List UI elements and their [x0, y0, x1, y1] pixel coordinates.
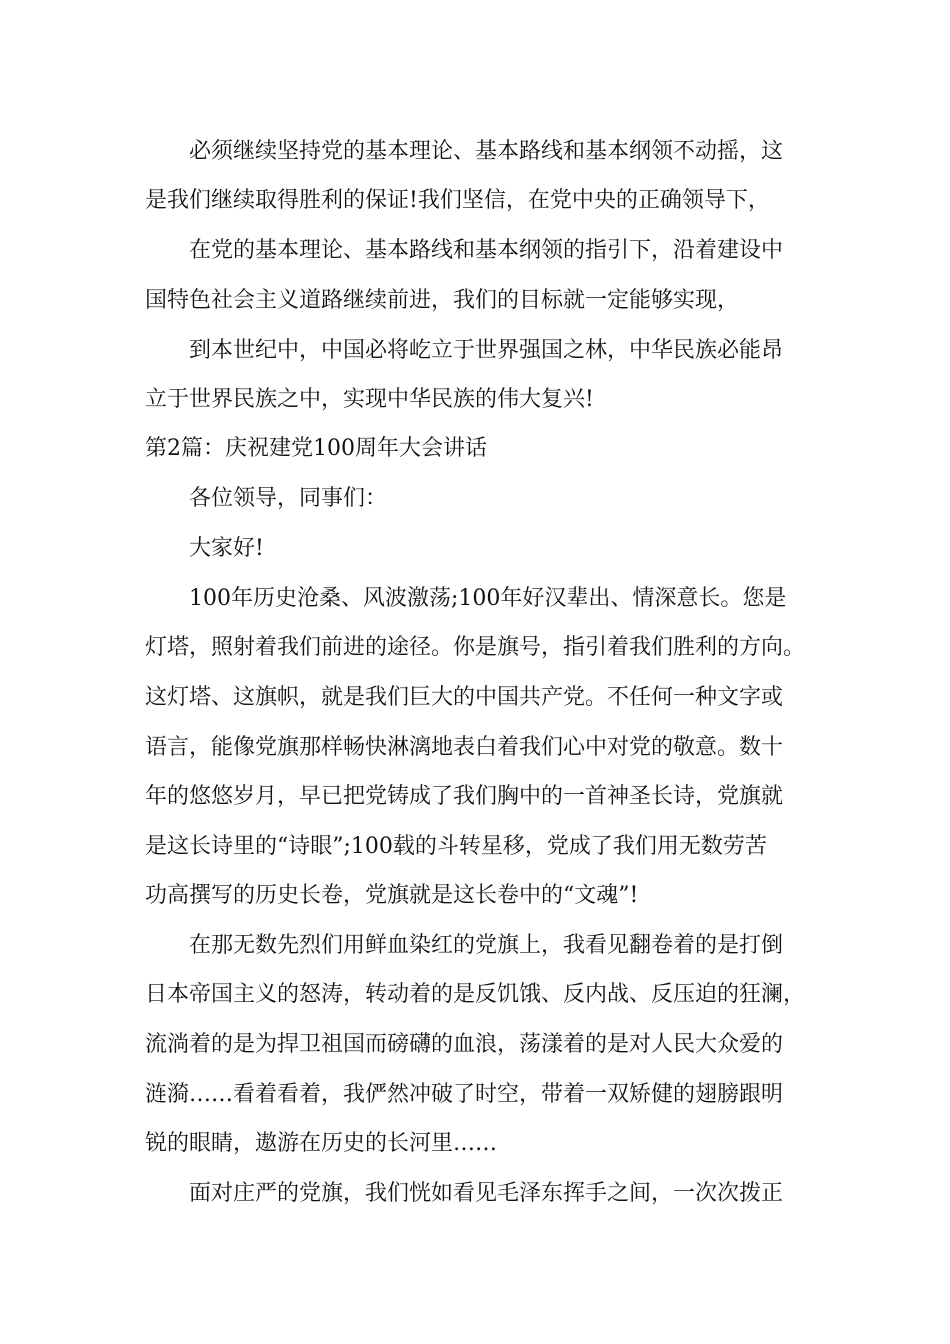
text-line: 100年历史沧桑、风波激荡;100年好汉辈出、情深意长。您是 [189, 586, 787, 611]
text-line: 日本帝国主义的怒涛，转动着的是反饥饿、反内战、反压迫的狂澜， [145, 982, 806, 1007]
text-line: 年的悠悠岁月，早已把党铸成了我们胸中的一首神圣长诗，党旗就 [145, 784, 784, 809]
text-line: 功高撰写的历史长卷，党旗就是这长卷中的“文魂”! [145, 883, 639, 908]
text-line: 面对庄严的党旗，我们恍如看见毛泽东挥手之间，一次次拨正 [189, 1181, 784, 1206]
section-heading: 第2篇：庆祝建党100周年大会讲话 [145, 436, 487, 461]
text-line: 涟漪……看着看着，我俨然冲破了时空，带着一双矫健的翅膀跟明 [145, 1082, 784, 1107]
text-line: 这灯塔、这旗帜，就是我们巨大的中国共产党。不任何一种文字或 [145, 685, 784, 710]
text-line: 在那无数先烈们用鲜血染红的党旗上，我看见翻卷着的是打倒 [189, 933, 784, 958]
text-line: 到本世纪中，中国必将屹立于世界强国之林，中华民族必能昂 [189, 338, 784, 363]
text-line: 锐的眼睛，遨游在历史的长河里…… [145, 1131, 498, 1156]
text-line: 各位领导，同事们： [189, 486, 388, 511]
text-line: 必须继续坚持党的基本理论、基本路线和基本纲领不动摇，这 [189, 139, 784, 164]
text-line: 大家好! [189, 536, 264, 561]
text-line: 国特色社会主义道路继续前进，我们的目标就一定能够实现， [145, 288, 740, 313]
text-line: 语言，能像党旗那样畅快淋漓地表白着我们心中对党的敬意。数十 [145, 735, 784, 760]
text-line: 立于世界民族之中，实现中华民族的伟大复兴! [145, 387, 594, 412]
text-line: 流淌着的是为捍卫祖国而磅礴的血浪，荡漾着的是对人民大众爱的 [145, 1032, 784, 1057]
text-line: 灯塔，照射着我们前进的途径。你是旗号，指引着我们胜利的方向。 [145, 635, 806, 660]
text-line: 在党的基本理论、基本路线和基本纲领的指引下，沿着建设中 [189, 238, 784, 263]
text-line: 是这长诗里的“诗眼”;100载的斗转星移，党成了我们用无数劳苦 [145, 834, 767, 859]
text-line: 是我们继续取得胜利的保证!我们坚信，在党中央的正确领导下， [145, 188, 770, 213]
